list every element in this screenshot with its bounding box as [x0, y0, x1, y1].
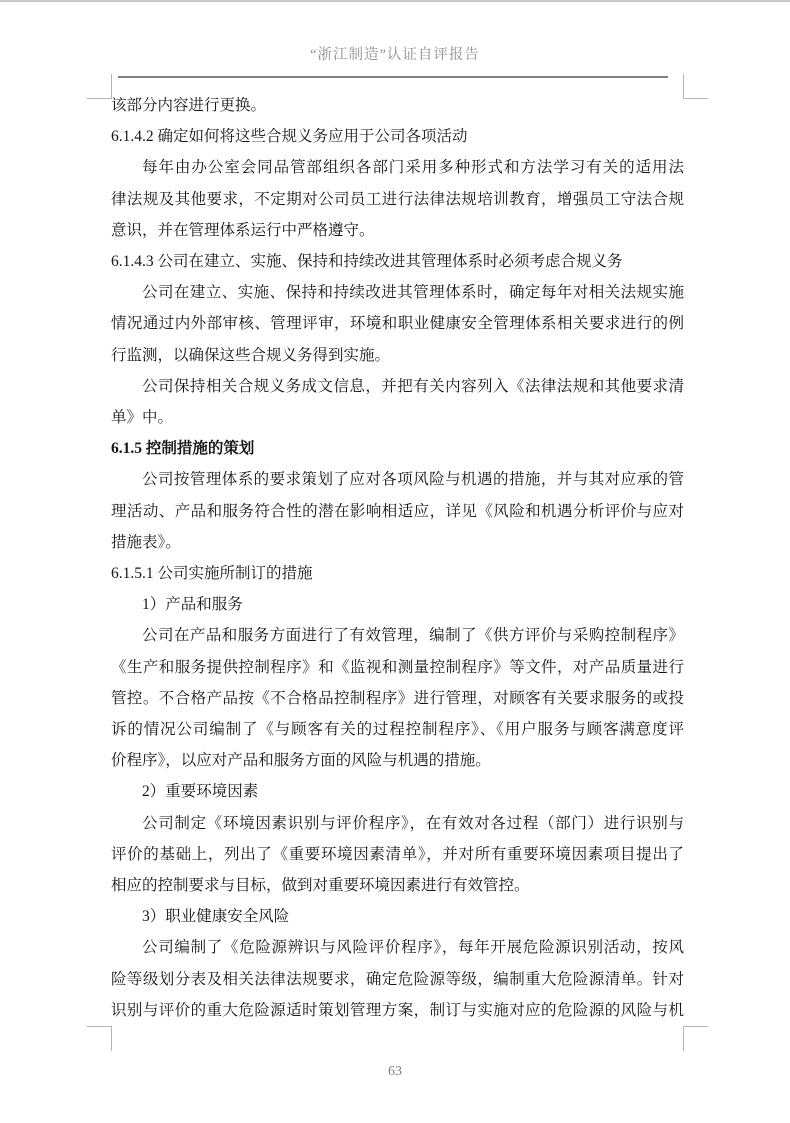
crop-mark-top-right [683, 74, 708, 99]
text-line: 险等级划分表及相关法律法规要求，确定危险源等级，编制重大危险源清单。针对 [111, 970, 684, 988]
text-line: 管控。不合格产品按《不合格品控制程序》进行管理，对顾客有关要求服务的或投 [111, 689, 684, 707]
text-line: 6.1.5.1 公司实施所制订的措施 [111, 565, 313, 583]
text-line: 2）重要环境因素 [142, 783, 259, 801]
text-line: 公司按管理体系的要求策划了应对各项风险与机遇的措施，并与其对应承的管 [142, 471, 684, 489]
text-line: 6.1.4.2 确定如何将这些合规义务应用于公司各项活动 [111, 128, 468, 146]
text-line: 评价的基础上，列出了《重要环境因素清单》，并对所有重要环境因素项目提出了 [111, 845, 684, 863]
text-line: 情况通过内外部审核、管理评审，环境和职业健康安全管理体系相关要求进行的例 [111, 315, 684, 333]
text-line: 律法规及其他要求，不定期对公司员工进行法律法规培训教育，增强员工守法合规 [111, 190, 684, 208]
text-line: 公司在产品和服务方面进行了有效管理，编制了《供方评价与采购控制程序》 [142, 627, 684, 645]
text-line: 公司编制了《危险源辨识与风险评价程序》，每年开展危险源识别活动，按风 [142, 939, 684, 957]
text-line: 3）职业健康安全风险 [142, 908, 290, 926]
text-line: 意识，并在管理体系运行中严格遵守。 [111, 221, 375, 239]
text-line: 该部分内容进行更换。 [111, 97, 267, 114]
text-line: 识别与评价的重大危险源适时策划管理方案，制订与实施对应的危险源的风险与机 [111, 1001, 684, 1019]
page-number: 63 [388, 1064, 402, 1079]
text-line: 诉的情况公司编制了《与顾客有关的过程控制程序》、《用户服务与顾客满意度评 [111, 721, 684, 739]
crop-mark-top-left [87, 74, 112, 99]
text-line: 《生产和服务提供控制程序》和《监视和测量控制程序》等文件，对产品质量进行 [111, 658, 684, 676]
text-line: 6.1.5 控制措施的策划 [111, 440, 255, 458]
text-line: 公司制定《环境因素识别与评价程序》，在有效对各过程（部门）进行识别与 [142, 814, 684, 832]
crop-mark-bottom-right [683, 1026, 708, 1051]
text-line: 公司保持相关合规义务成文信息，并把有关内容列入《法律法规和其他要求清 [142, 377, 684, 395]
text-line: 价程序》，以应对产品和服务方面的风险与机遇的措施。 [111, 752, 491, 770]
text-line: 行监测，以确保这些合规义务得到实施。 [111, 346, 391, 364]
text-line: 公司在建立、实施、保持和持续改进其管理体系时，确定每年对相关法规实施 [142, 284, 684, 302]
page-header-title: “浙江制造”认证自评报告 [310, 47, 480, 63]
text-line: 单》中。 [111, 409, 174, 427]
text-line: 相应的控制要求与目标，做到对重要环境因素进行有效管控。 [111, 877, 530, 895]
header-rule [118, 76, 668, 78]
text-line: 6.1.4.3 公司在建立、实施、保持和持续改进其管理体系时必须考虑合规义务 [111, 253, 623, 271]
crop-mark-bottom-left [87, 1026, 112, 1051]
document-body-text [111, 90, 684, 1026]
window-top-edge [0, 0, 790, 2]
text-line: 1）产品和服务 [142, 596, 243, 614]
text-line: 理活动、产品和服务符合性的潜在影响相适应，详见《风险和机遇分析评价与应对 [111, 502, 684, 520]
text-line: 措施表》。 [111, 533, 181, 551]
text-line: 每年由办公室会同品管部组织各部门采用多种形式和方法学习有关的适用法 [142, 159, 684, 177]
